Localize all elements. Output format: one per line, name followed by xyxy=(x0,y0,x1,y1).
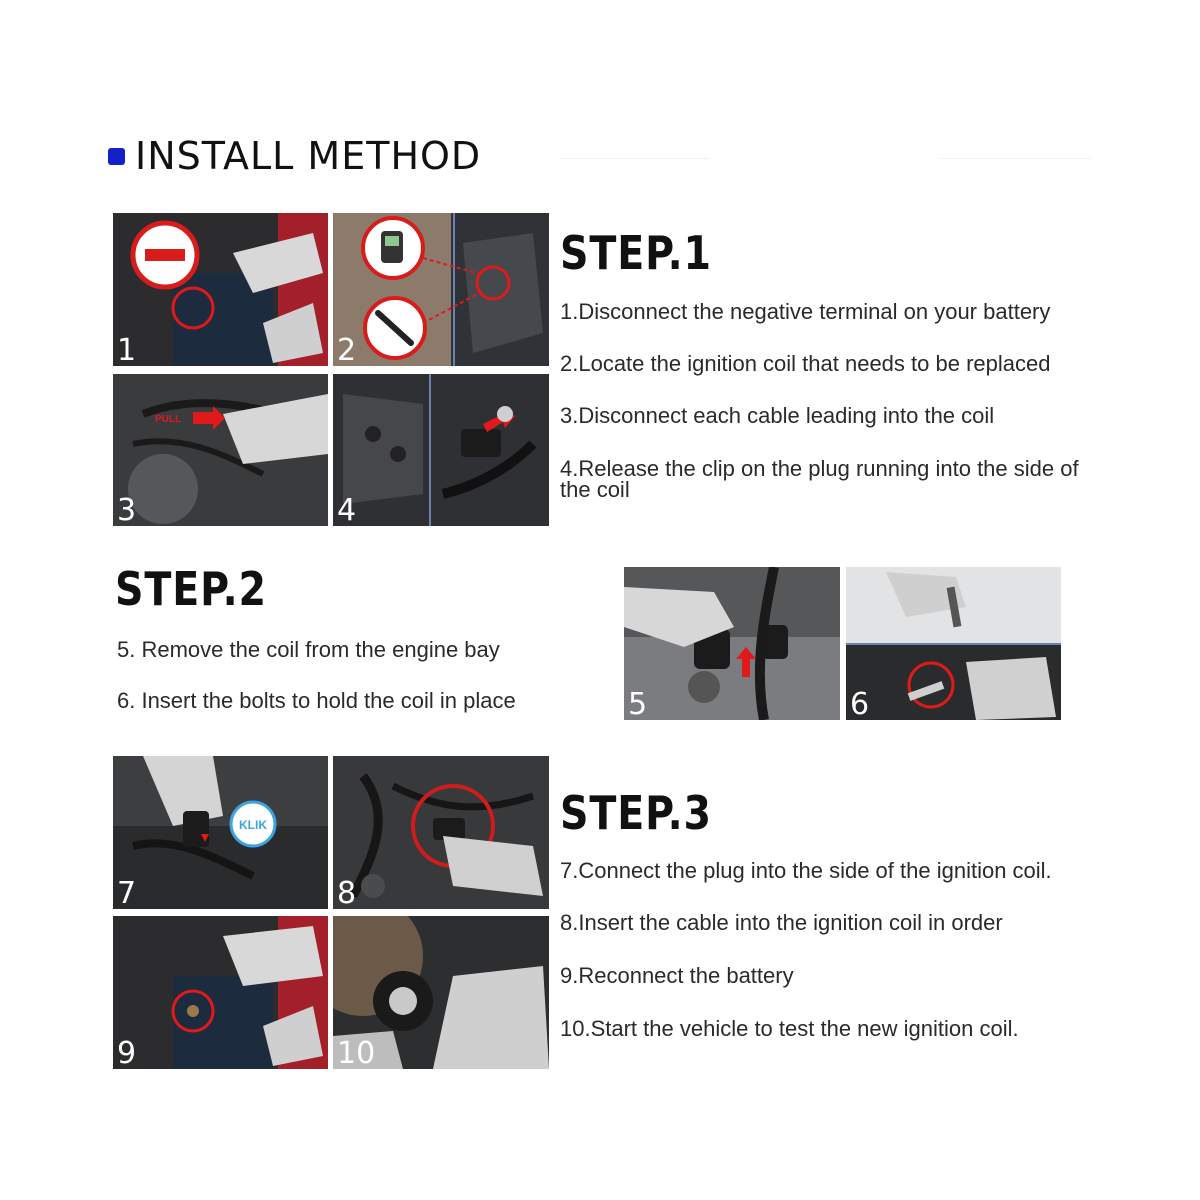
step2-title: STEP.2 xyxy=(115,562,267,616)
step3-line-3: 9.Reconnect the battery xyxy=(560,963,794,988)
photo-number: 10 xyxy=(337,1036,376,1069)
step3-line-4: 10.Start the vehicle to test the new ignition coil. xyxy=(560,1016,1019,1041)
photo-number: 1 xyxy=(117,333,137,366)
photo-number: 2 xyxy=(337,333,357,366)
step-photo-1 xyxy=(113,213,328,366)
step1-line-2: 2.Locate the ignition coil that needs to be replaced xyxy=(560,351,1051,376)
step-photo-3 xyxy=(113,374,328,526)
klik-label: KLIK xyxy=(239,818,267,832)
step2-line-1: 5. Remove the coil from the engine bay xyxy=(117,637,500,662)
step3-line-1: 7.Connect the plug into the side of the ignition coil. xyxy=(560,858,1052,883)
step-photo-6 xyxy=(846,567,1061,720)
section-header xyxy=(108,136,481,176)
step2-line-2: 6. Insert the bolts to hold the coil in place xyxy=(117,688,516,713)
bullet-square-icon xyxy=(108,148,125,165)
step3-line-2: 8.Insert the cable into the ignition coil in order xyxy=(560,910,1003,935)
step1-line-3: 3.Disconnect each cable leading into the coil xyxy=(560,403,995,428)
divider xyxy=(940,158,1090,159)
photo-number: 4 xyxy=(337,493,357,526)
photo-number: 9 xyxy=(117,1036,137,1069)
step1-line-4: 4.Release the clip on the plug running into the side of the coil xyxy=(560,456,1079,502)
step-photo-9 xyxy=(113,916,328,1069)
step-photo-4 xyxy=(333,374,549,526)
photo-number: 8 xyxy=(337,876,357,909)
step3-title: STEP.3 xyxy=(560,786,712,840)
photo-number: 5 xyxy=(628,687,648,720)
photo-number: 6 xyxy=(850,687,870,720)
step-photo-5 xyxy=(624,567,840,720)
step-photo-8 xyxy=(333,756,549,909)
step1-title: STEP.1 xyxy=(560,226,712,280)
step-photo-7 xyxy=(113,756,328,909)
step-photo-10 xyxy=(333,916,549,1069)
divider xyxy=(560,158,710,159)
photo-number: 3 xyxy=(117,493,137,526)
pull-label: PULL xyxy=(155,414,182,425)
page-title: INSTALL METHOD xyxy=(135,134,482,178)
photo-number: 7 xyxy=(117,876,137,909)
step-photo-2 xyxy=(333,213,549,366)
step1-line-1: 1.Disconnect the negative terminal on your battery xyxy=(560,299,1051,324)
